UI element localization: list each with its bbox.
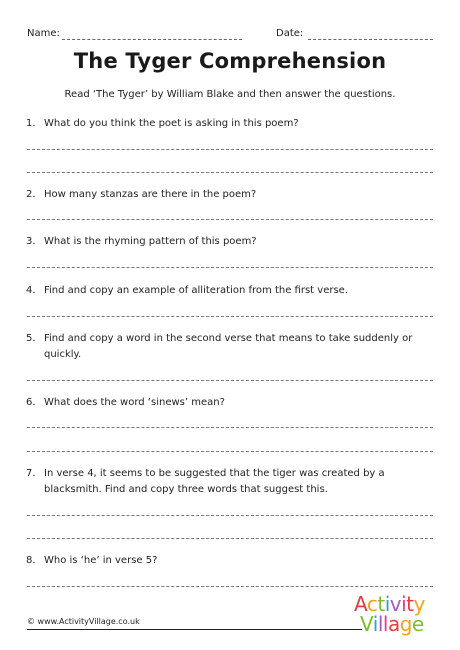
date-label: Date: [276,28,304,39]
question-number: 7. [26,468,36,479]
date-field[interactable] [308,39,433,40]
answer-line[interactable] [27,267,433,268]
question-text: What do you think the poet is asking in this poem? [44,118,299,129]
answer-line[interactable] [27,515,433,516]
copyright-text: © www.ActivityVillage.co.uk [27,617,140,626]
question-number: 3. [26,236,36,247]
answer-line[interactable] [27,538,433,539]
question-text: Find and copy an example of alliteration from the first verse. [44,285,348,296]
name-label: Name: [27,28,60,39]
question-4 [26,283,436,299]
question-3 [26,234,436,250]
answer-line[interactable] [27,219,433,220]
question-5 [26,331,436,363]
logo-text-village: Village [360,612,424,636]
name-field[interactable] [62,39,242,40]
question-text: How many stanzas are there in the poem? [44,189,257,200]
page-title: The Tyger Comprehension [73,49,387,73]
answer-line[interactable] [27,149,433,150]
question-number: 5. [26,333,36,344]
question-text: What is the rhyming pattern of this poem? [44,236,257,247]
question-6 [26,395,436,411]
instructions: Read ‘The Tyger’ by William Blake and then answer the questions. [64,89,396,100]
question-2 [26,187,436,203]
question-text: What does the word ‘sinews’ mean? [44,397,225,408]
answer-line[interactable] [27,586,433,587]
question-number: 2. [26,189,36,200]
logo-text-activity: Activity [354,592,425,616]
question-number: 6. [26,397,36,408]
question-text: Find and copy a word in the second verse that means to take suddenly or quickly. [44,333,413,360]
question-1 [26,116,436,132]
question-8 [26,553,436,569]
question-number: 8. [26,555,36,566]
question-text: Who is ‘he’ in verse 5? [44,555,158,566]
answer-line[interactable] [27,172,433,173]
question-7 [26,466,436,498]
answer-line[interactable] [27,451,433,452]
question-text: In verse 4, it seems to be suggested that the tiger was created by a blacksmith. Find and copy three words that suggest this. [44,468,385,495]
answer-line[interactable] [27,380,433,381]
answer-line[interactable] [27,427,433,428]
footer-divider [27,629,362,630]
question-number: 4. [26,285,36,296]
activity-village-logo [354,594,440,638]
answer-line[interactable] [27,316,433,317]
question-number: 1. [26,118,36,129]
